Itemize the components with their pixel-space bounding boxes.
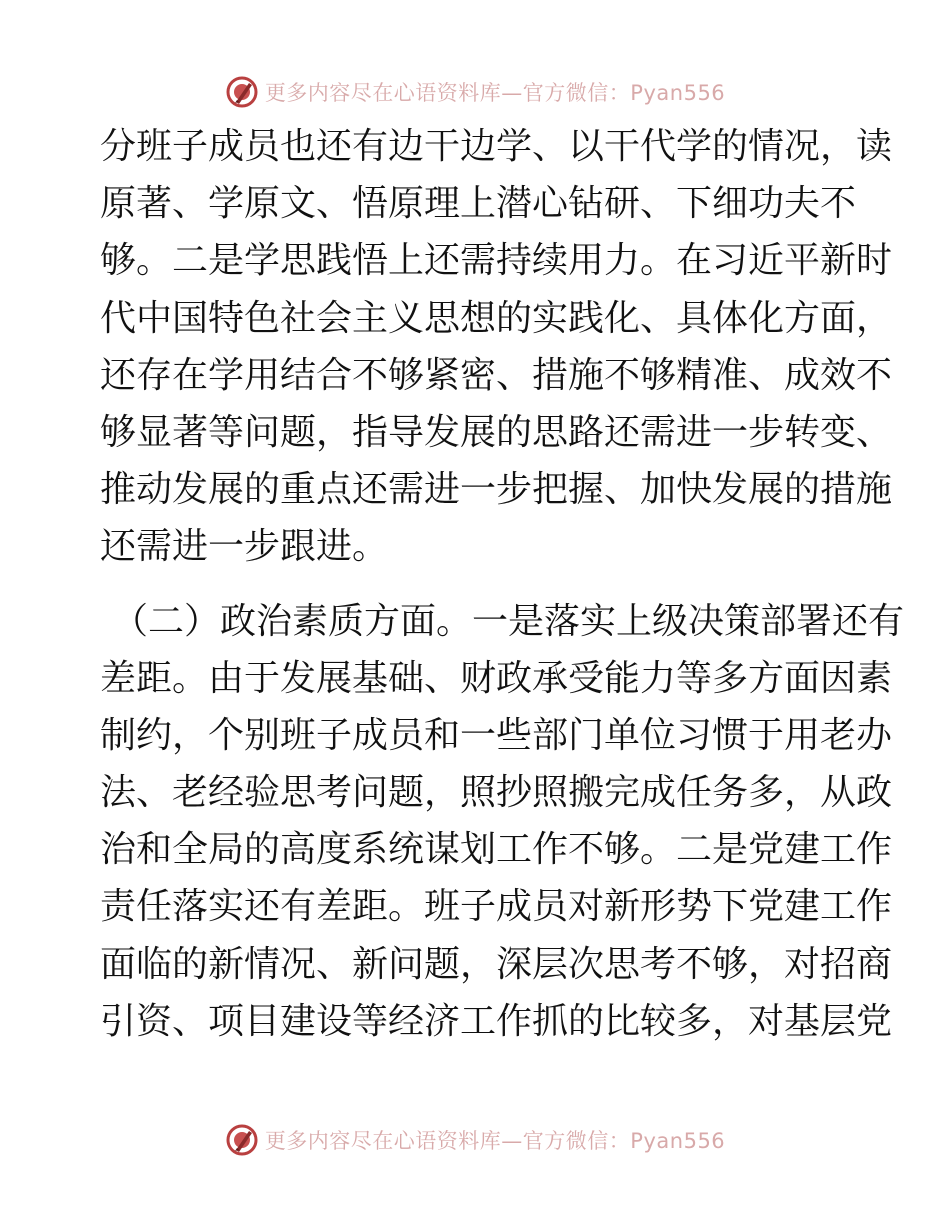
pen-circle-logo-icon	[225, 1123, 259, 1157]
paragraph-1-line: 原著、学原文、悟原理上潜心钻研、下细功夫不	[100, 183, 857, 225]
paragraph-1-line: 还存在学用结合不够紧密、措施不够精准、成效不	[100, 354, 893, 396]
paragraph-1-line: 推动发展的重点还需进一步把握、加快发展的措施	[100, 469, 893, 511]
footer-watermark-banner	[0, 1120, 950, 1160]
paragraph-gap	[100, 576, 850, 593]
header-watermark-banner	[0, 72, 950, 112]
paragraph-1-line: 还需进一步跟进。	[100, 526, 389, 568]
pen-circle-logo-icon	[225, 75, 259, 109]
paragraph-2-line: 制约，个别班子成员和一些部门单位习惯于用老办	[100, 714, 893, 756]
paragraph-2-line: 法、老经验思考问题，照抄照搬完成任务多，从政	[100, 772, 893, 814]
paragraph-1-line: 够。二是学思践悟上还需持续用力。在习近平新时	[100, 240, 893, 282]
header-banner-text: 更多内容尽在心语资料库—官方微信：Pyan556	[264, 81, 726, 105]
section-heading-line: （二）政治素质方面。一是落实上级决策部署还有	[112, 600, 905, 642]
paragraph-2-line: 差距。由于发展基础、财政承受能力等多方面因素	[100, 657, 893, 699]
paragraph-2-line: 治和全局的高度系统谋划工作不够。二是党建工作	[100, 829, 893, 871]
paragraph-1-line: 够显著等问题，指导发展的思路还需进一步转变、	[100, 411, 893, 453]
document-body	[100, 118, 905, 1050]
paragraph-2-line: 责任落实还有差距。班子成员对新形势下党建工作	[100, 886, 893, 928]
footer-banner-text: 更多内容尽在心语资料库—官方微信：Pyan556	[264, 1129, 726, 1153]
paragraph-2-line: 面临的新情况、新问题，深层次思考不够，对招商	[100, 943, 893, 985]
paragraph-1-line: 分班子成员也还有边干边学、以干代学的情况，读	[100, 126, 893, 167]
paragraph-1-line: 代中国特色社会主义思想的实践化、具体化方面，	[100, 297, 893, 339]
paragraph-2-line: 引资、项目建设等经济工作抓的比较多，对基层党	[100, 1000, 893, 1042]
